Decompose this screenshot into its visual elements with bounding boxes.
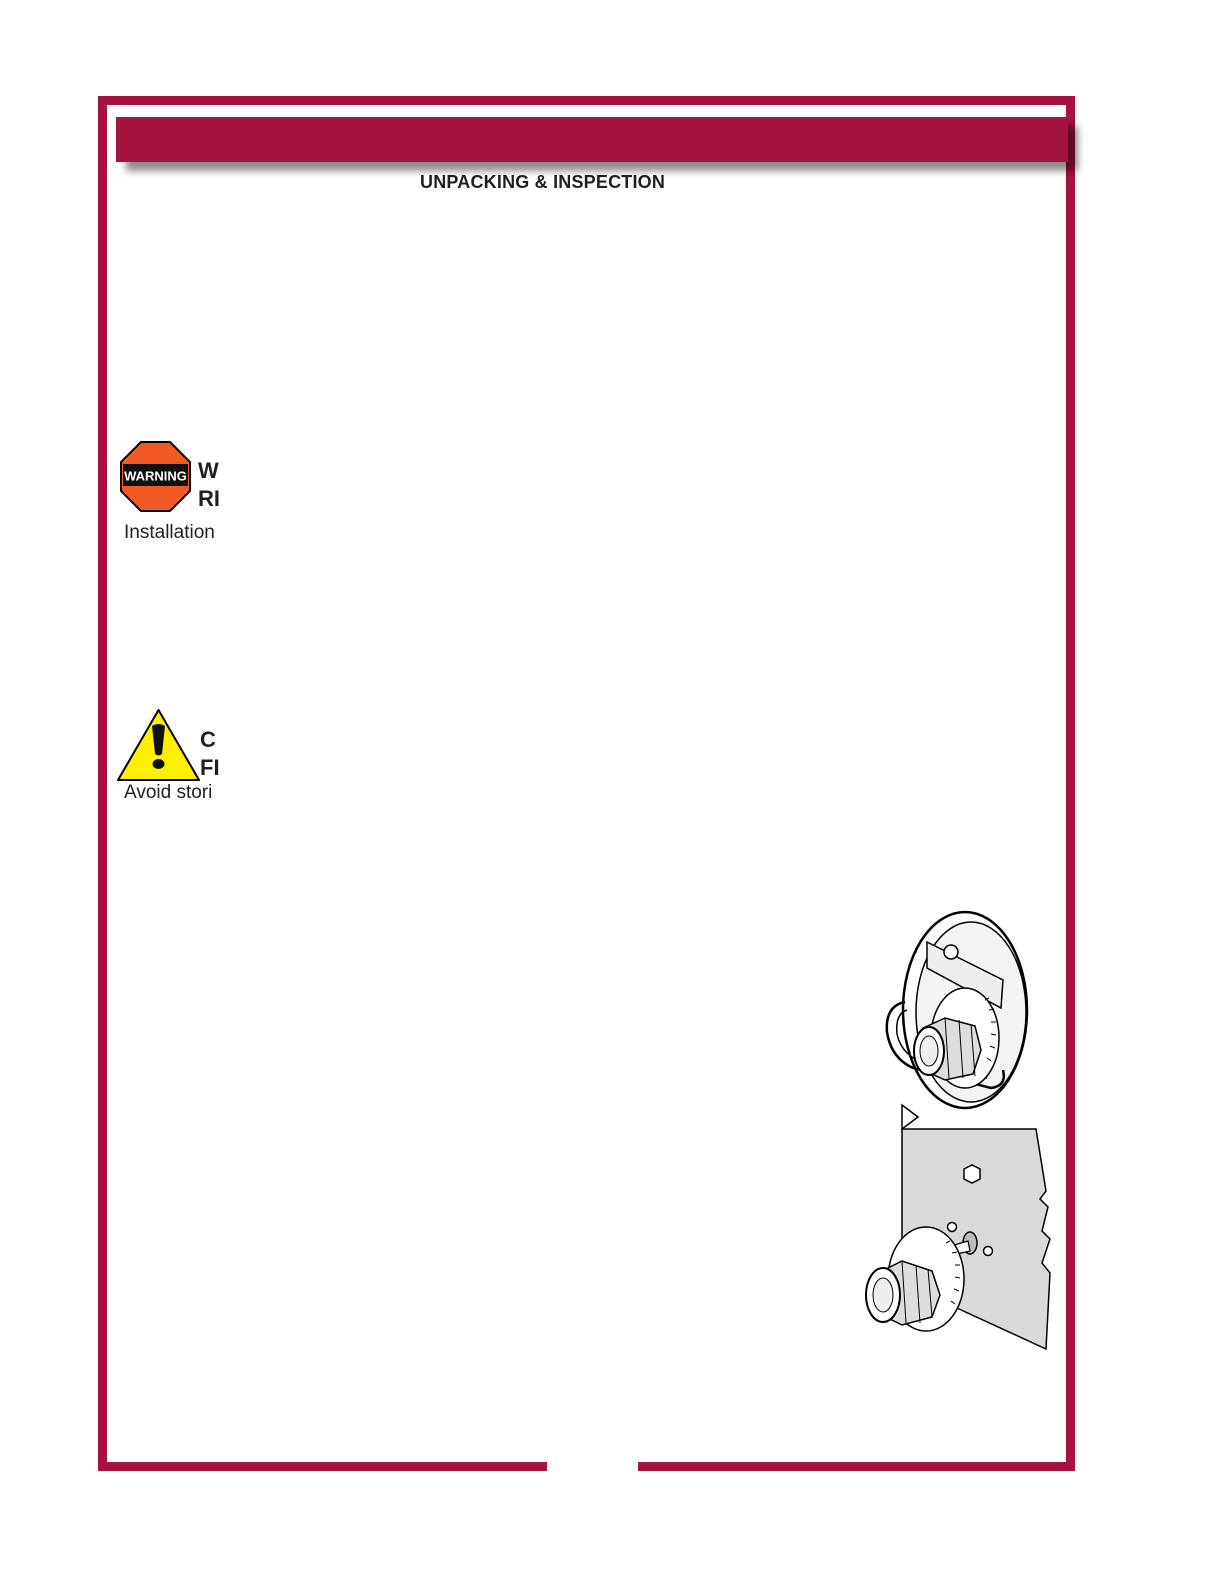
page-border-bottom-right bbox=[638, 1462, 1075, 1471]
thermostat-knob-illustration bbox=[883, 910, 1039, 1115]
page-border-bottom-left bbox=[98, 1462, 547, 1471]
knob-panel-illustration bbox=[856, 1103, 1056, 1353]
caution-body-text: Avoid stori bbox=[124, 782, 213, 803]
caution-heading-line1: C bbox=[200, 729, 216, 751]
warning-octagon-icon bbox=[120, 441, 191, 512]
warning-body-text: Installation bbox=[124, 522, 215, 543]
section-title: UNPACKING & INSPECTION bbox=[420, 172, 666, 192]
warning-badge-text: WARNING bbox=[124, 468, 187, 484]
caution-heading-line2: FI bbox=[200, 757, 220, 779]
caution-triangle-icon bbox=[116, 708, 201, 783]
warning-heading-line1: W bbox=[198, 460, 219, 482]
warning-heading-line2: RI bbox=[198, 488, 220, 510]
header-bar bbox=[116, 117, 1068, 162]
